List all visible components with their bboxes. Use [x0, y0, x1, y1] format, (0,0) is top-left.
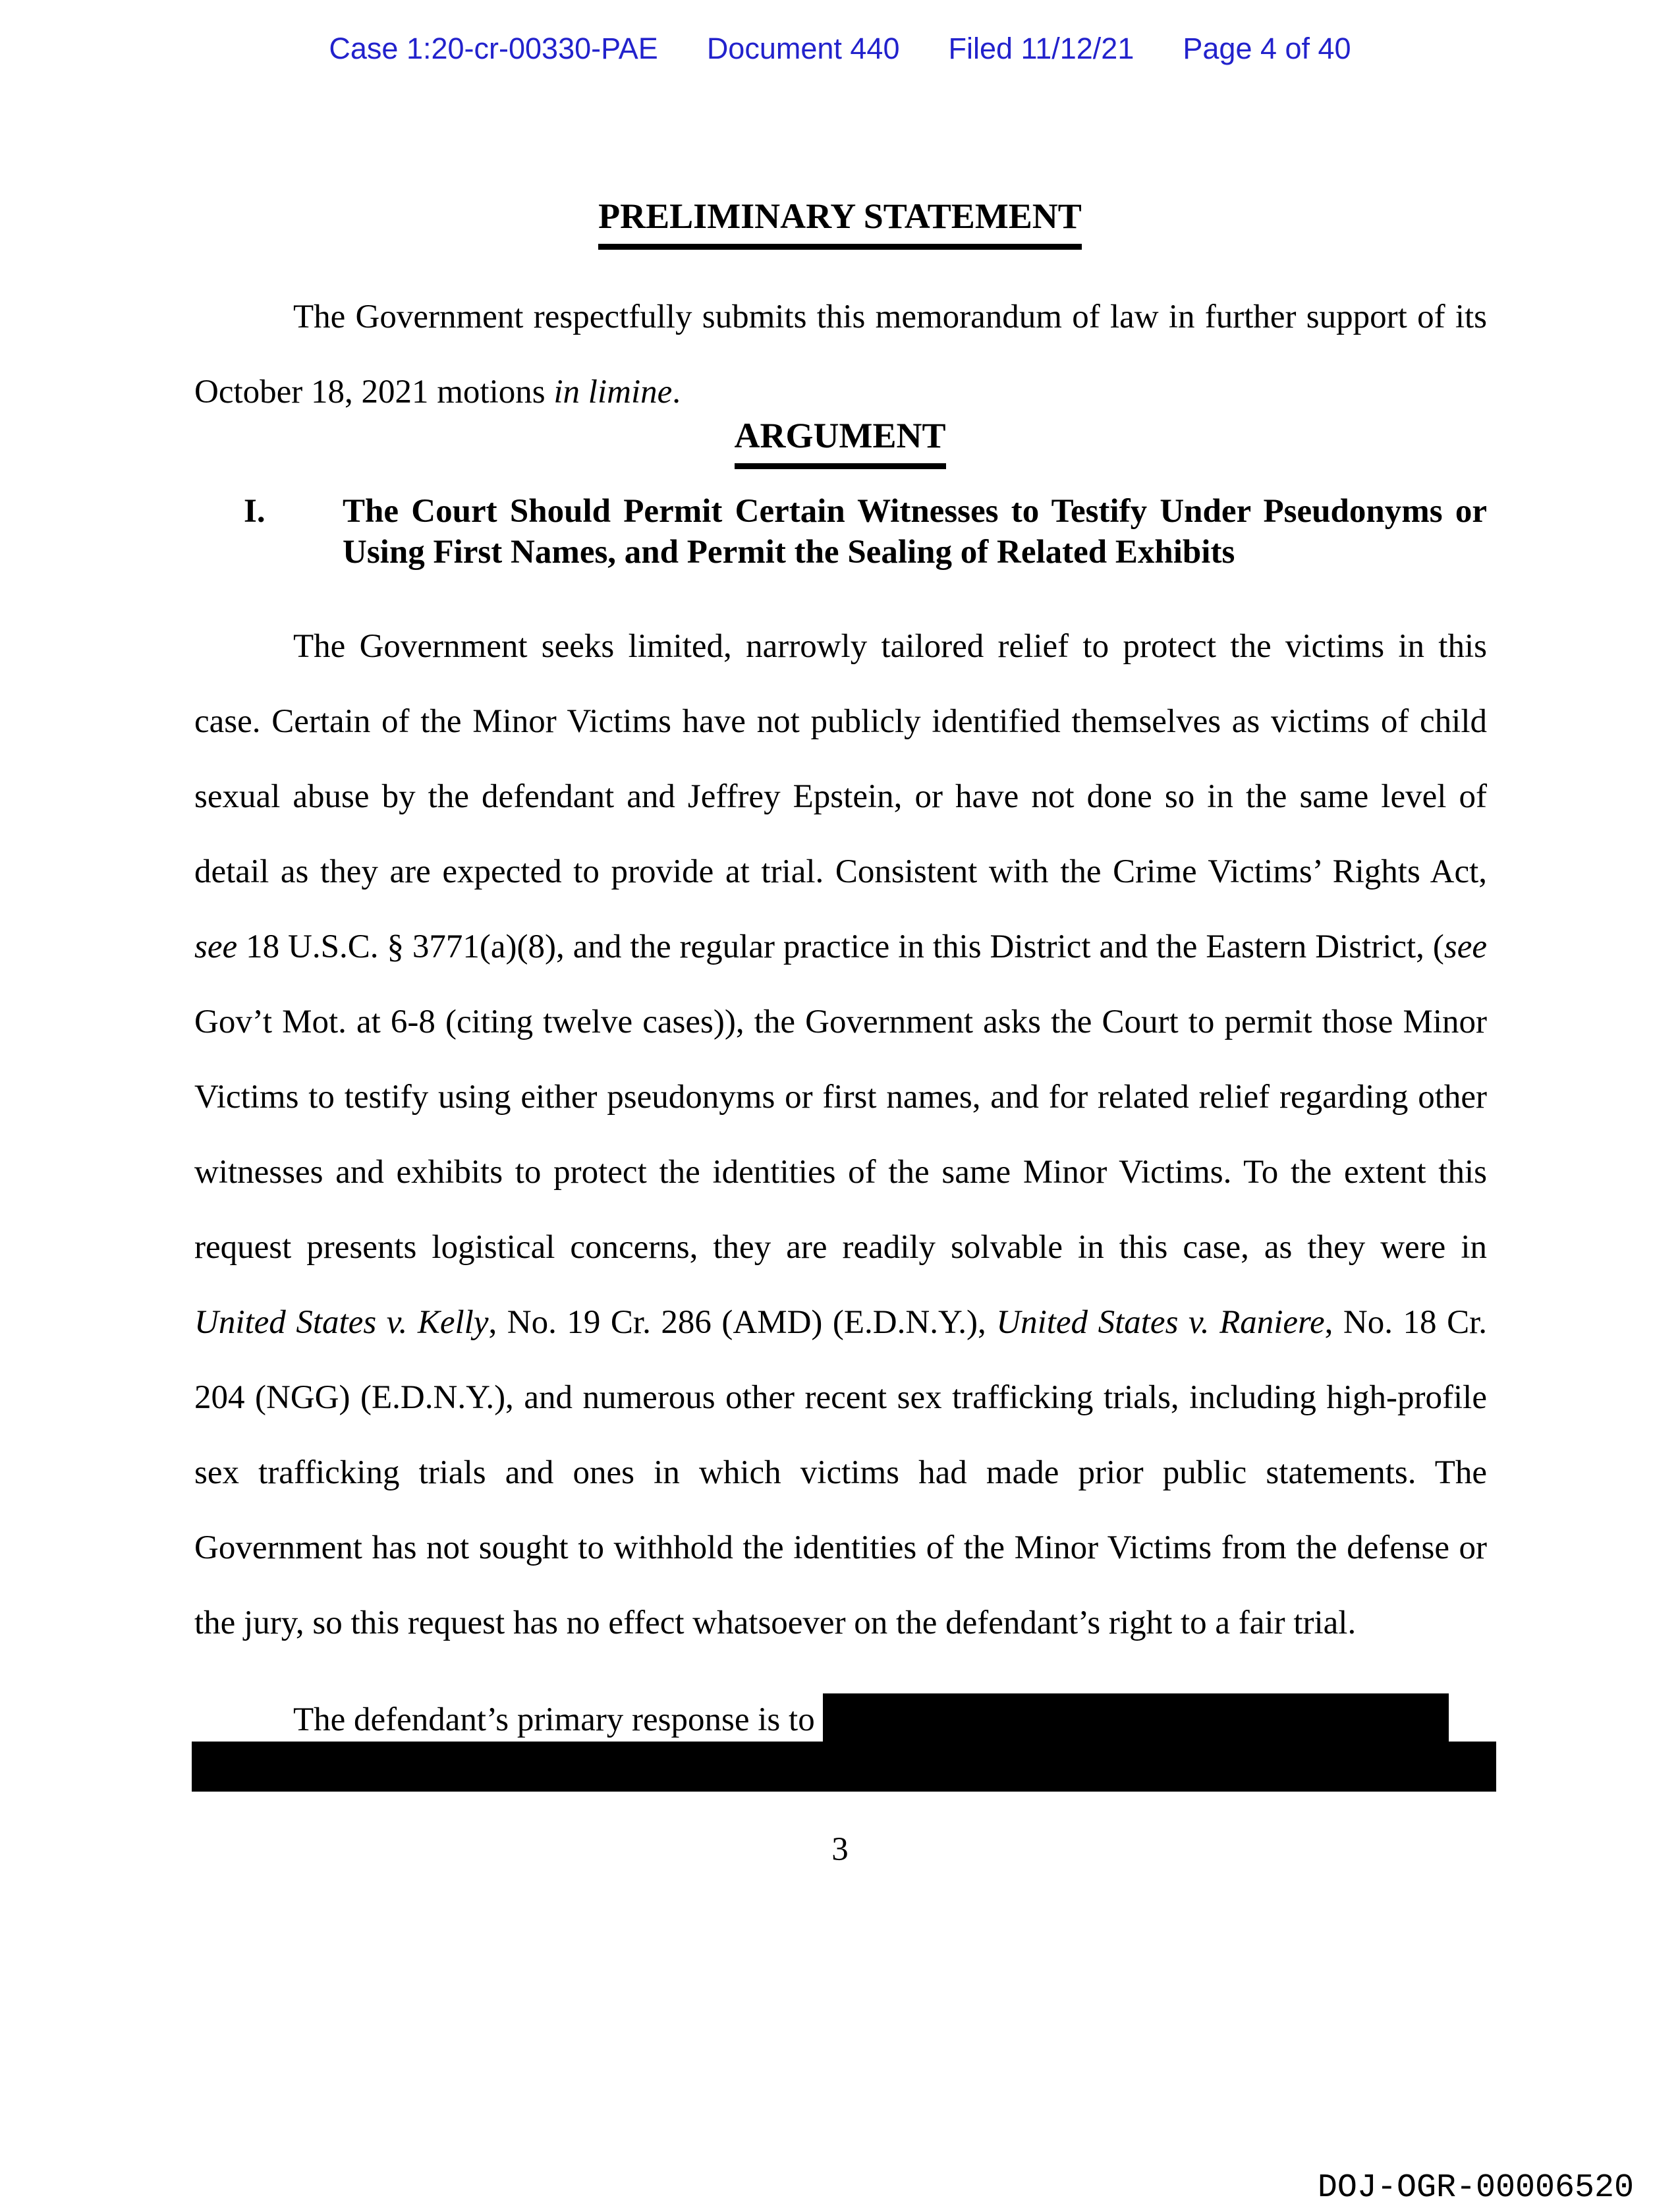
header-document-number: Document 440 [706, 32, 900, 65]
argument-body-paragraph: The Government seeks limited, narrowly tailored relief to protect the victims in this case. Certain of the Minor Victims have not publicly identified themselves as victims of child sexual abuse by the defendant and Jeffrey Epstein, or have not done so in the same level of detail as they are expected to provide at trial. Consistent with the Crime Victims’ Rights Act, see 18 U.S.C. § 3771(a)(8), and the regular practice in this District and the Eastern District, (see Gov’t Mot. at 6-8 (citing twelve cases)), the Government asks the Court to permit those Minor Victims to testify using either pseudonyms or first names, and for related relief regarding other witnesses and exhibits to protect the identities of the same Minor Victims. To the extent this request presents logistical concerns, they are readily solvable in this case, as they were in United States v. Kelly, No. 19 Cr. 286 (AMD) (E.D.N.Y.), United States v. Raniere, No. 18 Cr. 204 (NGG) (E.D.N.Y.), and numerous other recent sex trafficking trials, including high-profile sex trafficking trials and ones in which victims had made prior public statements. The Government has not sought to withhold the identities of the Minor Victims from the defense or the jury, so this request has no effect whatsoever on the defendant’s right to a fair trial. [194, 628, 1488, 1641]
case-stamp-header [0, 33, 1680, 65]
argument-heading: ARGUMENT [0, 417, 1680, 469]
section-1-heading [244, 491, 1487, 573]
section-1-number: I. [244, 493, 266, 530]
redaction-bar-full [192, 1742, 1496, 1792]
redaction-bar-inline [823, 1693, 1449, 1748]
section-1-title: The Court Should Permit Certain Witnesses to Testify Under Pseudonyms or Using First Names, and Permit the Sealing of Related Exhibits [343, 493, 1487, 571]
page-number: 3 [831, 1831, 849, 1868]
intro-paragraph: The Government respectfully submits this memorandum of law in further support of its October 18, 2021 motions in limine. [194, 298, 1487, 411]
redacted-paragraph: The defendant’s primary response is to [194, 1682, 1487, 1757]
header-case-number: Case 1:20-cr-00330-PAE [329, 32, 658, 65]
header-page-indicator: Page 4 of 40 [1183, 32, 1351, 65]
bates-number: DOJ-OGR-00006520 [1317, 2169, 1634, 2207]
header-filed-date: Filed 11/12/21 [948, 32, 1134, 65]
preliminary-statement-heading: PRELIMINARY STATEMENT [0, 198, 1680, 250]
